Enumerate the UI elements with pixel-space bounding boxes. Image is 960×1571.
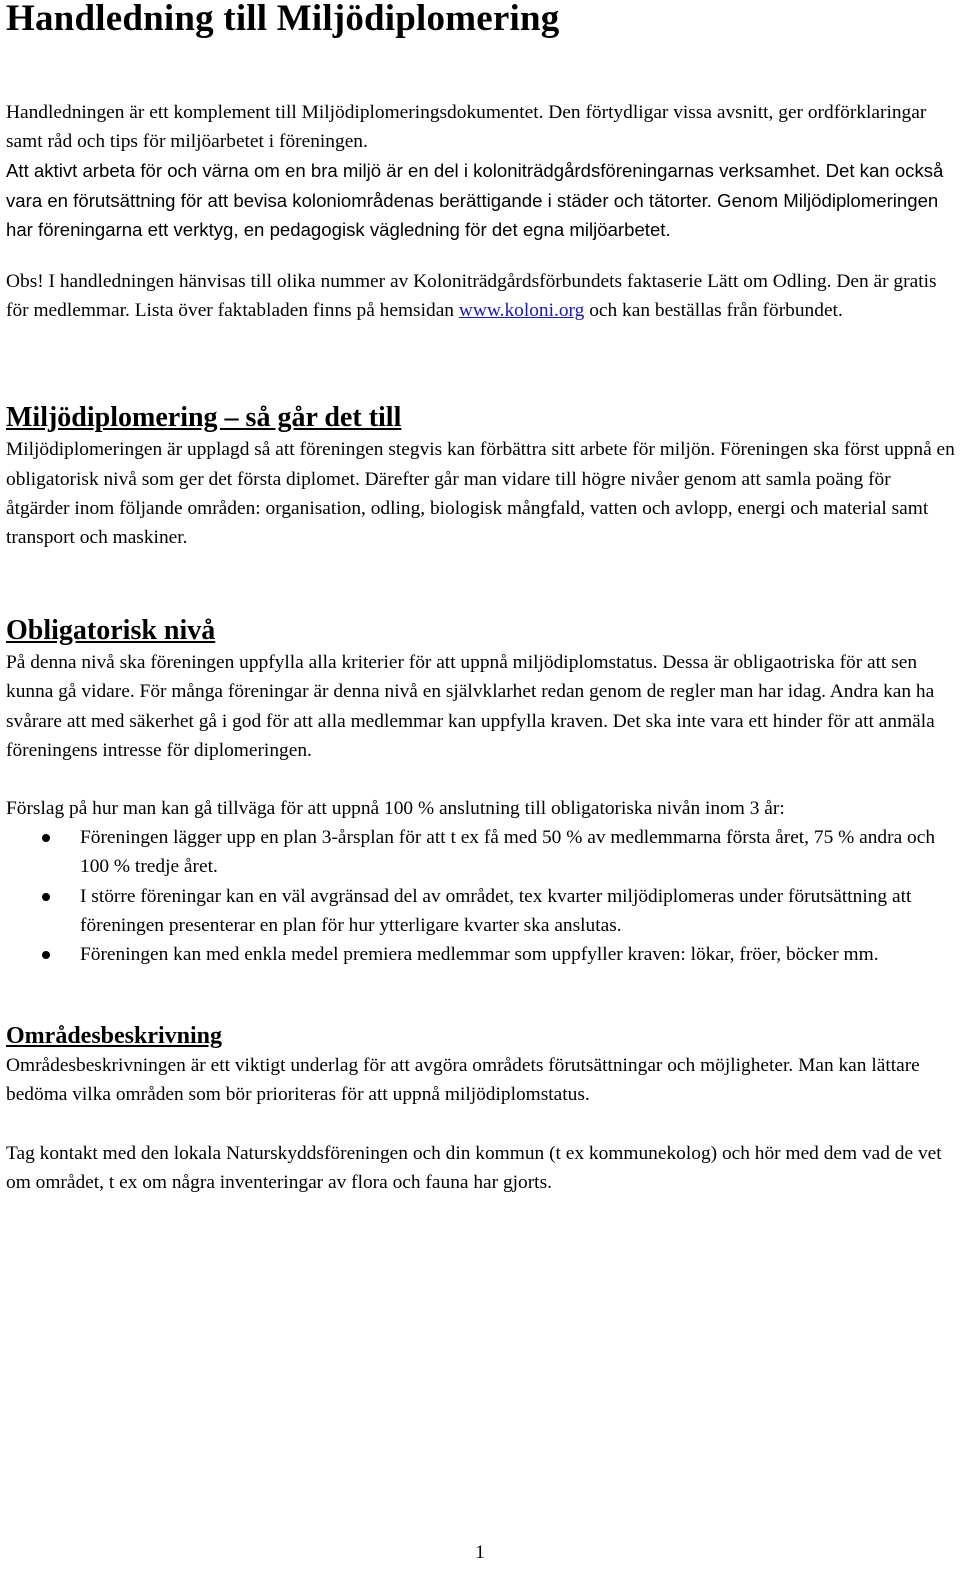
proposal-paragraph: Förslag på hur man kan gå tillväga för att uppnå 100 % anslutning till obligatoriska nivån inom 3 år: — [6, 798, 785, 820]
list-item-text: Föreningen lägger upp en plan 3-årsplan för att t ex få med 50 % av medlemmarna första året, 75 % andra och 100 % tredje året. — [80, 827, 936, 878]
bullet-icon — [42, 834, 50, 842]
obs-paragraph — [6, 267, 958, 325]
document-title: Handledning till Miljödiplomering — [6, 0, 560, 39]
list-item — [6, 823, 958, 881]
proposal-list — [6, 823, 958, 969]
document-page — [6, 0, 958, 1197]
intro-paragraph-1: Handledningen är ett komplement till Miljödiplomeringsdokumentet. Den förtydligar vissa avsnitt, ger ordförklaringar samt råd och tips för miljöarbetet i föreningen. — [6, 102, 927, 153]
list-item-text: Föreningen kan med enkla medel premiera medlemmar som uppfyller kraven: lökar, fröer, böcker mm. — [80, 944, 879, 966]
section-heading-omradesbeskrivning: Områdesbeskrivning — [6, 1023, 223, 1050]
section-miljodiplomering-body: Miljödiplomeringen är upplagd så att föreningen stegvis kan förbättra sitt arbete för miljön. Föreningen ska först uppnå en obligatorisk nivå som ger det första diplomet. Därefter går man vidare till högre nivåer genom att samla poäng för åtgärder inom följande områden: organisation, odling, biologisk mångfald, vatten och avlopp, energi och material samt transport och maskiner. — [6, 439, 955, 549]
list-item-text: I större föreningar kan en väl avgränsad del av området, tex kvarter miljödiplomeras under förutsättning att föreningen presenterar en plan för hur ytterligare kvarter ska anslutas. — [80, 885, 912, 936]
section-heading-miljodiplomering: Miljödiplomering – så går det till — [6, 402, 402, 434]
obs-text-after: och kan beställas från förbundet. — [584, 300, 843, 322]
section-obligatorisk-body: På denna nivå ska föreningen uppfylla alla kriterier för att uppnå miljödiplomstatus. Dessa är obligaotriska för att sen kunna gå vidare. För många föreningar är denna nivå en självklarhet redan genom de regler man har idag. Andra kan ha svårare att med säkerhet gå i god för att alla medlemmar kan uppfylla kraven. Det ska inte vara ett hinder för att anmäla föreningens intresse för diplomeringen. — [6, 652, 935, 761]
page-number: 1 — [475, 1542, 485, 1563]
section-omrade-body-1: Områdesbeskrivningen är ett viktigt underlag för att avgöra områdets förutsättningar och möjligheter. Man kan lättare bedöma vilka områden som bör prioriteras för att uppnå miljödiplomstatus. — [6, 1055, 920, 1106]
list-item — [6, 940, 958, 969]
list-item — [6, 882, 958, 940]
section-omrade-body-2: Tag kontakt med den lokala Naturskyddsföreningen och din kommun (t ex kommunekolog) och hör med dem vad de vet om området, t ex om några inventeringar av flora och fauna har gjorts. — [6, 1142, 942, 1193]
obs-text: Obs! I handledningen hänvisas till olika nummer av Koloniträdgårdsförbundets faktaserie Lätt om Odling. Den är gratis för medlemmar. Lista över faktabladen finns på hemsidan — [6, 271, 937, 322]
bullet-icon — [42, 893, 50, 901]
website-link[interactable]: www.koloni.org — [458, 300, 585, 322]
section-heading-obligatorisk-niva: Obligatorisk nivå — [6, 615, 216, 647]
intro-paragraph-2: Att aktivt arbeta för och värna om en bra miljö är en del i koloniträdgårdsföreningarnas verksamhet. Det kan också vara en förutsättning för att bevisa koloniområdenas berättigande i städer och tätorter. Genom Miljödiplomeringen har föreningarna ett verktyg, en pedagogisk vägledning för det egna miljöarbetet. — [6, 160, 944, 240]
bullet-icon — [42, 951, 50, 959]
